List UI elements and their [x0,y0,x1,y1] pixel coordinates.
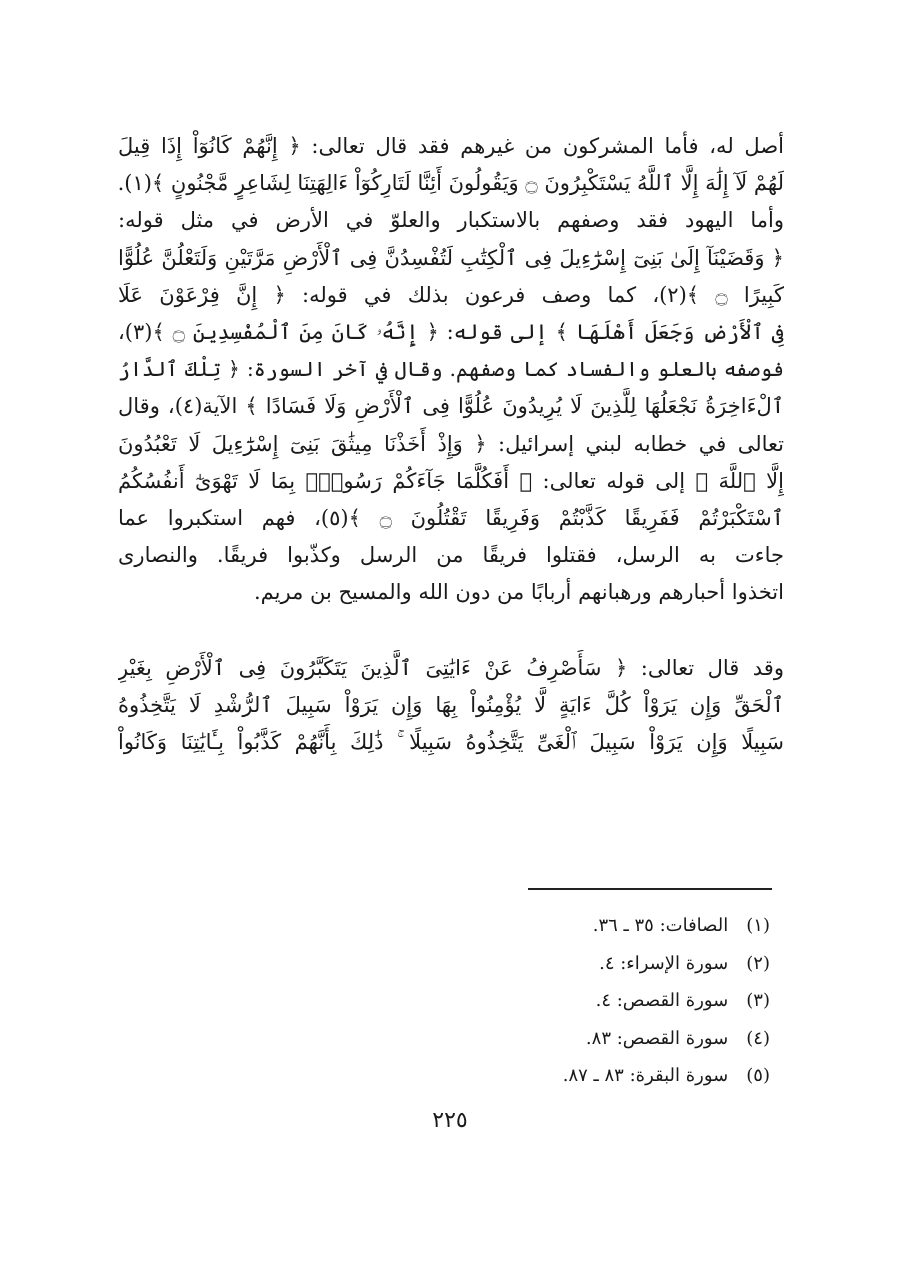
text-line: سَبِيلًا وَإِن يَرَوْاْ سَبِيلَ ٱلْغَىِّ يَتَّخِذُوهُ سَبِيلًا ۚ ذَٰلِكَ بِأَنَّهُمْ كَذَّبُواْ بِـَٔايَٰتِنَا وَكَانُواْ [118,730,784,755]
footnote [460,945,770,983]
footnote [460,1057,770,1095]
footnote-number: (٤) [746,1027,770,1049]
text-line: تعالى في خطابه لبني إسرائيل: ﴿ وَإِذْ أَخَذْنَا مِيثَٰقَ بَنِىٓ إِسْرَٰٓءِيلَ لَا تَعْبُدُونَ [118,431,784,456]
footnote-text: سورة البقرة: ٨٣ ـ ٨٧. [562,1065,729,1086]
text-line: كَبِيرًا ۝ ﴾(٢)، كما وصف فرعون بذلك في قوله: ﴿ إِنَّ فِرْعَوْنَ عَلَا [118,282,784,307]
text-line: ٱلْحَقِّ وَإِن يَرَوْاْ كُلَّ ءَايَةٍ لَّا يُؤْمِنُواْ بِهَا وَإِن يَرَوْاْ سَبِيلَ ٱلرُّشْدِ لَا يَتَّخِذُوهُ [118,692,784,717]
text-line: وقد قال تعالى: ﴿ سَأَصْرِفُ عَنْ ءَايَٰتِىَ ٱلَّذِينَ يَتَكَبَّرُونَ فِى ٱلْأَرْضِ بِغَيْرِ [118,655,784,680]
footnote-number: (٣) [746,990,770,1011]
text-line: ٱلْءَاخِرَةُ نَجْعَلُهَا لِلَّذِينَ لَا يُرِيدُونَ عُلُوًّا فِى ٱلْأَرْضِ وَلَا فَسَادًا ﴾ الآية(٤)، وقال [118,394,784,419]
footnote [460,1020,770,1058]
text-line: إِلَّا ٱللَّهَ ﴾ إلى قوله تعالى: ﴿ أَفَكُلَّمَا جَآءَكُمْ رَسُولٌۢ بِمَا لَا تَهْوَىٰٓ أَنفُسُكُمُ [118,468,784,493]
footnote-text: سورة الإسراء: ٤. [599,952,729,974]
footnote-text: سورة القصص: ٨٣. [585,1027,729,1049]
footnote-text: سورة القصص: ٤. [595,990,729,1011]
text-line: جاءت به الرسل، فقتلوا فريقًا من الرسل وكذّبوا فريقًا. والنصارى [118,543,784,568]
footnotes [460,907,770,1095]
footnote-text: الصافات: ٣٥ ـ ٣٦. [592,915,729,936]
page-number: ٢٢٥ [432,1108,468,1133]
text-line: وأما اليهود فقد وصفهم بالاستكبار والعلوّ في الأرض في مثل قوله: [118,208,784,233]
text-line: ﴿ وَقَضَيْنَآ إِلَىٰ بَنِىٓ إِسْرَٰٓءِيلَ فِى ٱلْكِتَٰبِ لَتُفْسِدُنَّ فِى ٱلْأَرْضِ مَرَّتَيْنِ وَلَتَعْلُنَّ عُلُوًّا [118,245,784,270]
text-line: فوصفه بالعلو والفساد كما وصفهم. وقال في آخر السورة: ﴿ تِلْكَ ٱلدَّارُ [118,357,784,382]
footnote-divider [528,888,772,890]
footnote [460,982,770,1020]
footnote [460,907,770,945]
text-line: لَهُمْ لَآ إِلَٰهَ إِلَّا ٱللَّهُ يَسْتَكْبِرُونَ ۝ وَيَقُولُونَ أَئِنَّا لَتَارِكُوٓاْ ءَالِهَتِنَا لِشَاعِرٍ مَّجْنُونٍ ﴾(١). [118,171,784,196]
footnote-number: (٥) [746,1065,770,1086]
paragraph-2 [118,650,784,762]
text-line: ٱسْتَكْبَرْتُمْ فَفَرِيقًا كَذَّبْتُمْ وَفَرِيقًا تَقْتُلُونَ ۝ ﴾(٥)، فهم استكبروا عما [118,506,784,531]
text-line: فِى ٱلْأَرْضِ وَجَعَلَ أَهْلَهَا ﴾ إلى قوله: ﴿ إِنَّهُۥ كَانَ مِنَ ٱلْمُفْسِدِينَ ۝ ﴾(٣)، [118,320,784,345]
text-line: أصل له، فأما المشركون من غيرهم فقد قال تعالى: ﴿ إِنَّهُمْ كَانُوٓاْ إِذَا قِيلَ [118,134,784,158]
footnote-number: (١) [746,915,770,936]
text-line: اتخذوا أحبارهم ورهبانهم أربابًا من دون الله والمسيح بن مريم. [253,580,784,605]
footnote-number: (٢) [746,952,770,974]
page-body [118,128,784,761]
paragraph-1 [118,128,784,612]
